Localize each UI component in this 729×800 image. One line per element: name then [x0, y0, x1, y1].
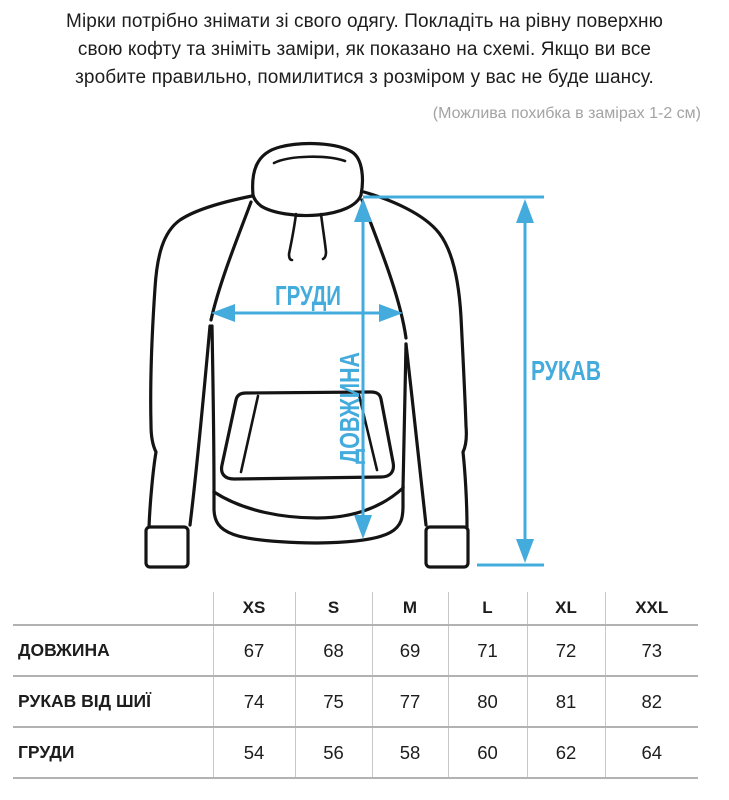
right-sleeve-inner: [406, 344, 426, 525]
length-label: ДОВЖИНА: [334, 317, 365, 464]
hoodie-drawing: [146, 144, 468, 567]
sleeve-value-xxl: 82: [605, 676, 698, 727]
size-column-l: L: [448, 592, 527, 625]
intro-line-2: свою кофту та зніміть заміри, як показано на схемі. Якщо ви все: [77, 39, 652, 60]
hood-outline: [253, 144, 363, 216]
intro-line-1: Мірки потрібно знімати зі свого одягу. Покладіть на рівну поверхню: [66, 11, 663, 32]
hood-inner-arc: [274, 157, 345, 163]
table-row-chest: [13, 727, 698, 778]
chest-value-xl: 62: [527, 727, 605, 778]
sleeve-arrow-head-bottom: [516, 539, 534, 563]
chest-value-xs: 54: [213, 727, 295, 778]
table-row-sleeve: [13, 676, 698, 727]
size-column-xs: XS: [213, 592, 295, 625]
chest-value-s: 56: [295, 727, 372, 778]
length-value-s: 68: [295, 625, 372, 676]
left-sleeve-outer: [149, 196, 252, 527]
left-raglan-seam: [211, 202, 251, 320]
measurement-tolerance-note: (Можлива похибка в замірах 1-2 см): [432, 105, 701, 122]
length-value-m: 69: [372, 625, 448, 676]
intro-line-3: зробите правильно, помилитися з розміром у вас не буде шансу.: [75, 67, 654, 88]
row-label-length: ДОВЖИНА: [13, 625, 213, 676]
sleeve-value-xs: 74: [213, 676, 295, 727]
length-value-xl: 72: [527, 625, 605, 676]
sleeve-label: РУКАВ: [531, 355, 601, 386]
body-left-side: [212, 326, 214, 492]
table-row-length: [13, 625, 698, 676]
right-cuff: [426, 527, 468, 567]
chest-value-m: 58: [372, 727, 448, 778]
corner-cell: [13, 592, 213, 625]
measurement-arrows: [211, 197, 544, 565]
length-value-xs: 67: [213, 625, 295, 676]
drawstring-left: [289, 214, 296, 260]
size-column-m: M: [372, 592, 448, 625]
size-column-xxl: XXL: [605, 592, 698, 625]
left-sleeve-inner: [190, 326, 210, 525]
row-label-chest: ГРУДИ: [13, 727, 213, 778]
row-label-sleeve: РУКАВ ВІД ШИЇ: [13, 676, 213, 727]
length-arrow-head-bottom: [354, 515, 372, 539]
body-right-side: [403, 344, 406, 488]
sleeve-value-s: 75: [295, 676, 372, 727]
chest-value-xxl: 64: [605, 727, 698, 778]
hoodie-diagram-svg: [0, 140, 729, 592]
size-table: [13, 592, 698, 779]
size-column-xl: XL: [527, 592, 605, 625]
length-value-l: 71: [448, 625, 527, 676]
size-column-s: S: [295, 592, 372, 625]
waistband-top: [214, 488, 403, 518]
intro-text: [0, 0, 729, 92]
hoodie-measurement-diagram: [0, 140, 729, 592]
size-table-header-row: [13, 592, 698, 625]
left-cuff: [146, 527, 188, 567]
sleeve-value-xl: 81: [527, 676, 605, 727]
sleeve-arrow-head-top: [516, 199, 534, 223]
sleeve-value-m: 77: [372, 676, 448, 727]
chest-value-l: 60: [448, 727, 527, 778]
pocket-left-hem: [241, 396, 258, 472]
waistband-bottom: [214, 486, 403, 543]
drawstring-right: [321, 214, 326, 259]
chest-label: ГРУДИ: [275, 280, 341, 311]
sleeve-value-l: 80: [448, 676, 527, 727]
length-value-xxl: 73: [605, 625, 698, 676]
